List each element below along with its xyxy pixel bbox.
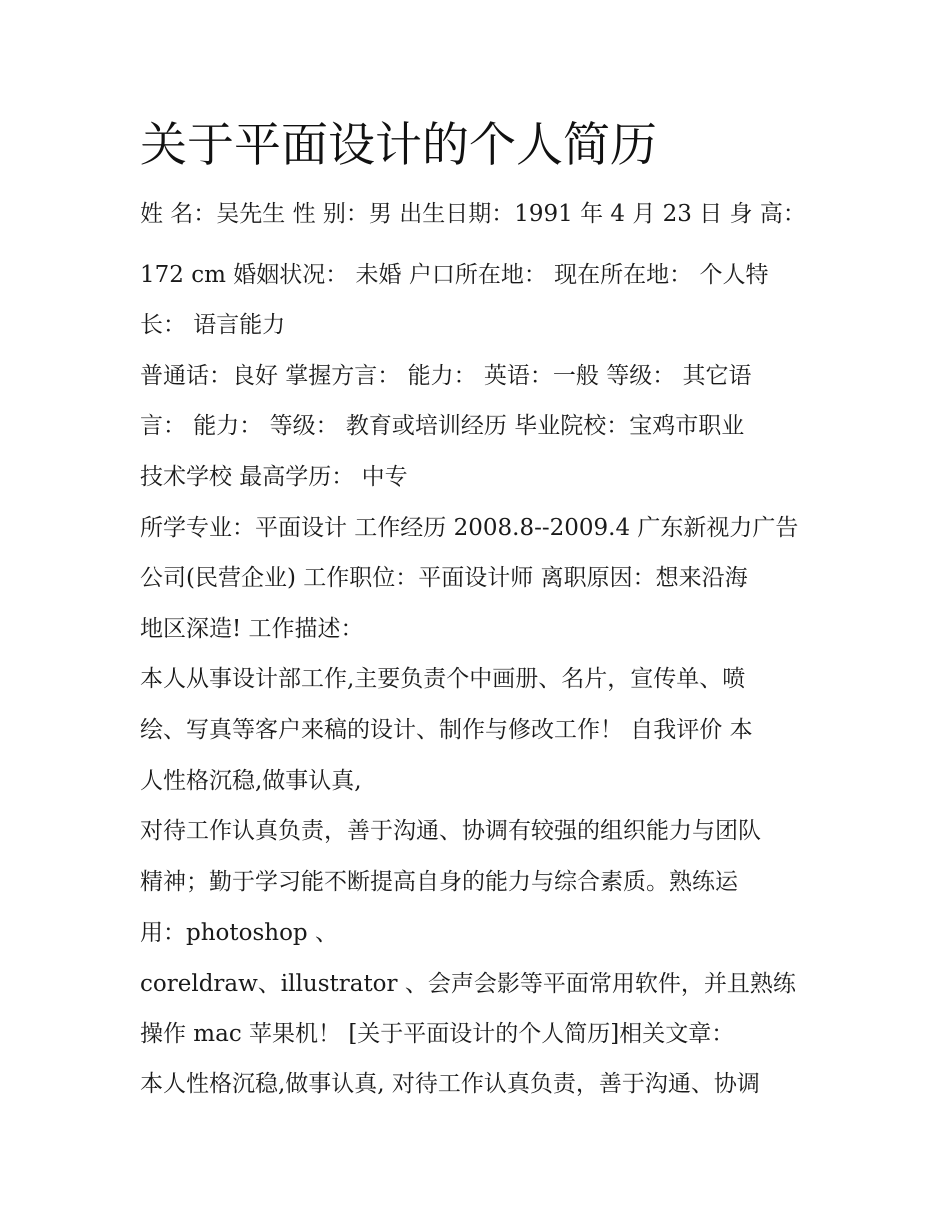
body-line-11: 绘、写真等客户来稿的设计、制作与修改工作！ 自我评价 本 <box>140 717 753 743</box>
body-line-2: 172 cm 婚姻状况： 未婚 户口所在地： 现在所在地： 个人特 <box>140 262 769 288</box>
body-line-4: 普通话：良好 掌握方言： 能力： 英语：一般 等级： 其它语 <box>140 363 752 389</box>
body-line-3: 长： 语言能力 <box>140 312 286 338</box>
body-line-1: 姓 名：吴先生 性 别：男 出生日期：1991 年 4 月 23 日 身 高： <box>140 201 806 227</box>
body-line-12: 人性格沉稳,做事认真, <box>140 768 362 794</box>
body-line-10: 本人从事设计部工作,主要负责个中画册、名片，宣传单、喷 <box>140 666 746 692</box>
body-line-13: 对待工作认真负责，善于沟通、协调有较强的组织能力与团队 <box>140 818 761 844</box>
body-line-18: 本人性格沉稳,做事认真, 对待工作认真负责，善于沟通、协调 <box>140 1071 760 1097</box>
body-line-6: 技术学校 最高学历： 中专 <box>140 464 408 490</box>
body-line-16: coreldraw、illustrator 、会声会影等平面常用软件，并且熟练 <box>140 971 796 997</box>
document-title: 关于平面设计的个人简历 <box>140 118 657 173</box>
body-line-5: 言： 能力： 等级： 教育或培训经历 毕业院校：宝鸡市职业 <box>140 413 745 439</box>
body-line-14: 精神；勤于学习能不断提高自身的能力与综合素质。熟练运 <box>140 869 738 895</box>
body-line-15: 用：photoshop 、 <box>140 920 338 946</box>
body-line-8: 公司(民营企业) 工作职位：平面设计师 离职原因：想来沿海 <box>140 565 748 591</box>
body-line-7: 所学专业：平面设计 工作经历 2008.8--2009.4 广东新视力广告 <box>140 515 799 541</box>
body-line-9: 地区深造! 工作描述： <box>140 616 364 642</box>
body-line-17: 操作 mac 苹果机！ [关于平面设计的个人简历]相关文章： <box>140 1021 735 1047</box>
